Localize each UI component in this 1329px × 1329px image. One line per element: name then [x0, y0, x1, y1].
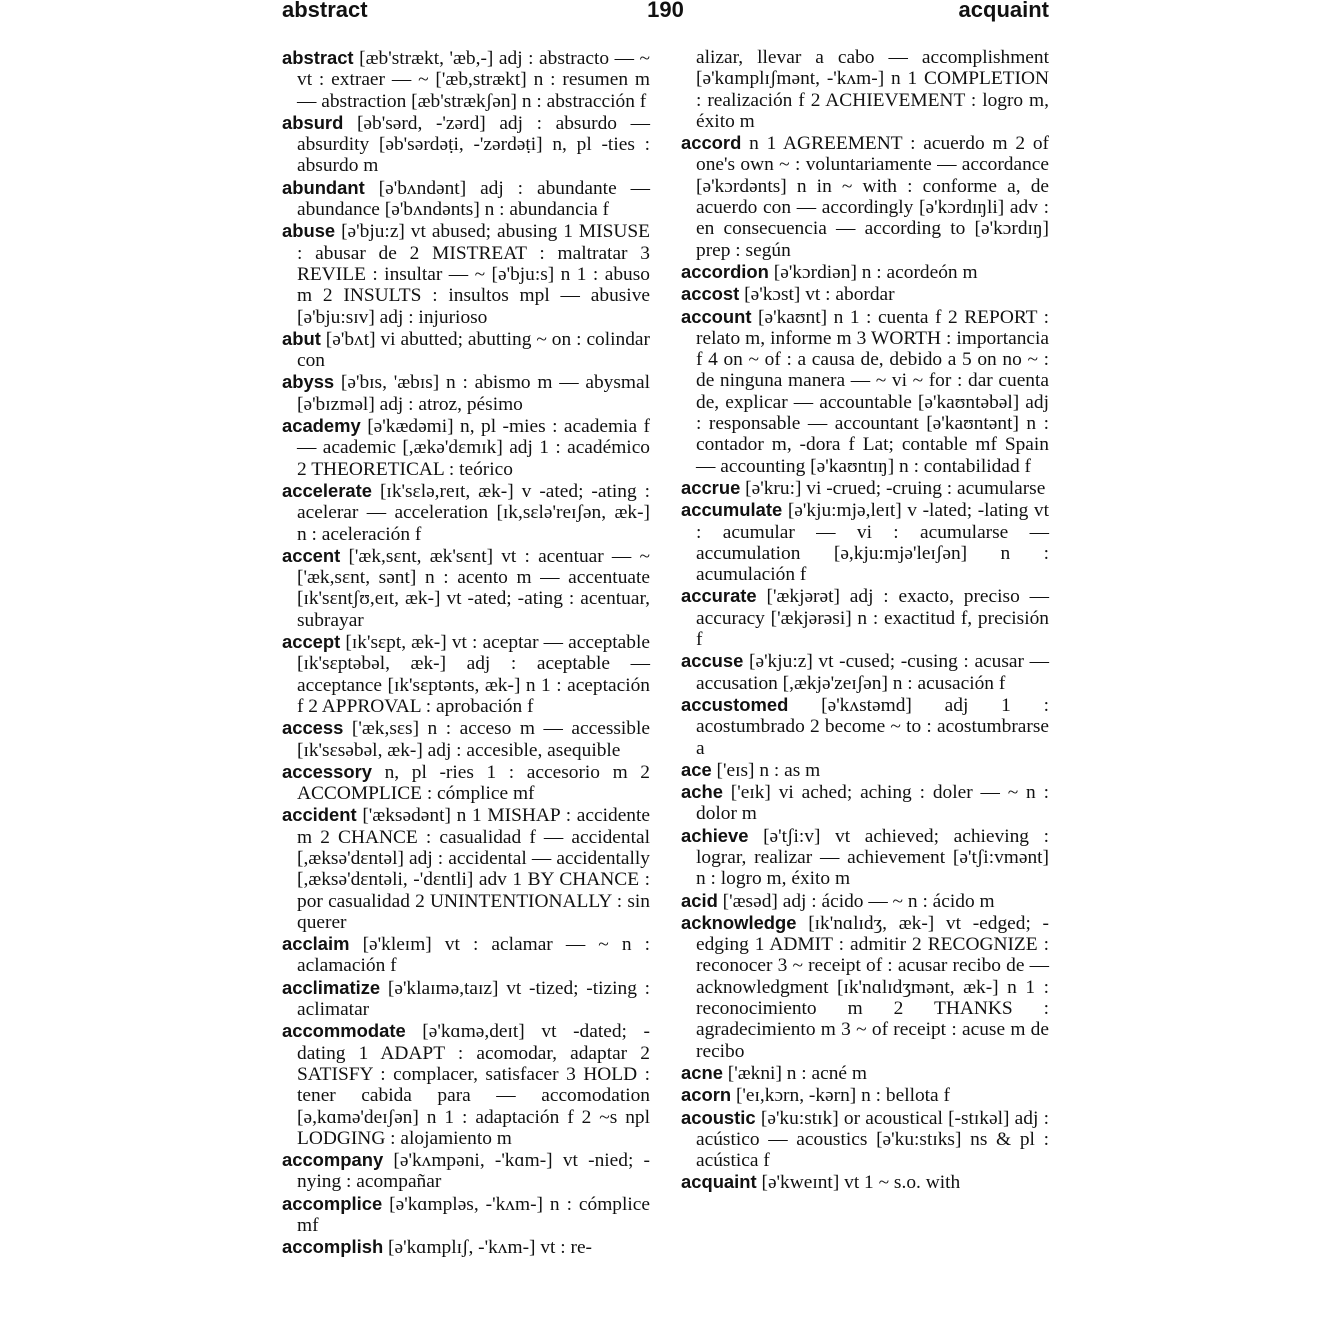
headword: abut [282, 327, 321, 349]
headword: accelerate [282, 479, 372, 501]
definition: [ə'kɔst] vt : abordar [744, 284, 895, 306]
headword: accord [681, 132, 742, 154]
dictionary-entry [681, 890, 1049, 912]
dictionary-entry [681, 912, 1049, 1062]
definition: [ə'kɑmplɪʃ, -'kʌm-] vt : re- [388, 1237, 593, 1259]
headword: acclimatize [282, 976, 381, 998]
dictionary-entry [681, 283, 1049, 305]
definition: [ə'kɑmə,deɪt] vt -dated; -dating 1 ADAPT : acomodar, adaptar 2 SATISFY : complacer, satisfacer 3 HOLD : tener cabida para — accomodation [ə,kɑmə'deɪʃən] n 1 : adaptación f 2 ~s npl LODGING : alojamiento m [297, 1021, 650, 1149]
headword: acne [681, 1061, 723, 1083]
definition: ['eɪ,kɔrn, -kərn] n : bellota f [735, 1085, 950, 1107]
dictionary-entry [681, 1107, 1049, 1172]
definition: [ə'bʌt] vi abutted; abutting ~ on : colindar con [297, 328, 650, 372]
definition: n 1 AGREEMENT : acuerdo m 2 of one's own ~ : voluntariamente — accordance [ə'kɔrdənts] n in ~ with : conforme a, de acuerdo con — accordingly [ə'kɔrdɪŋli] adv : en consecuencia — according to [ə'kɔrdɪŋ] prep : según [696, 133, 1049, 261]
definition: [ə'kru:] vi -crued; -cruing : acumularse [745, 477, 1046, 499]
headword: accessory [282, 760, 372, 782]
dictionary-entry [282, 717, 650, 761]
dictionary-entry [282, 328, 650, 372]
headword: accomplish [282, 1236, 384, 1258]
dictionary-entry [681, 132, 1049, 261]
definition: [ə'kʌmpəni, -'kɑm-] vt -nied; -nying : acompañar [297, 1150, 650, 1193]
headword: acid [681, 889, 718, 911]
definition: n, pl -ries 1 : accesorio m 2 ACCOMPLICE : cómplice mf [297, 761, 650, 805]
dictionary-entry [282, 977, 650, 1021]
left-guide-word: abstract [282, 0, 368, 22]
headword: accordion [681, 260, 769, 282]
headword: accent [282, 544, 341, 566]
definition: ['æsəd] adj : ácido — ~ n : ácido m [722, 890, 995, 912]
dictionary-entry [681, 585, 1049, 650]
definition: [ə'kaʊnt] n 1 : cuenta f 2 REPORT : relato m, informe m 3 WORTH : importancia f 4 on ~ of : a causa de, debido a 5 on no ~ : de ninguna manera — ~ vi ~ for : dar cuenta de, explicar — accountable [ə'kaʊntəbəl] adj : responsable — accountant [ə'kaʊntənt] n : contador m, -dora f Lat; contable mf Spain — accounting [ə'kaʊntɪŋ] n : contabilidad f [696, 306, 1049, 477]
left-column [282, 47, 650, 1259]
dictionary-entry [282, 1149, 650, 1193]
definition: ['ækni] n : acné m [727, 1062, 867, 1084]
dictionary-entry [681, 477, 1049, 499]
dictionary-entry [681, 781, 1049, 825]
dictionary-entry [681, 499, 1049, 585]
dictionary-entry [282, 47, 650, 112]
headword: ache [681, 781, 723, 803]
headword: accurate [681, 585, 757, 607]
headword: access [282, 717, 344, 739]
dictionary-entry [282, 415, 650, 480]
dictionary-entry [282, 933, 650, 977]
dictionary-entry [282, 1236, 650, 1258]
definition: ['æksədənt] n 1 MISHAP : accidente m 2 CHANCE : casualidad f — accidental [,æksə'dɛntəl] adj : accidental — accidentally [,æksə'dɛntəli, -'dɛntli] adv 1 BY CHANCE : por casualidad 2 UNINTENTIONALLY : sin querer [297, 805, 650, 933]
headword: acknowledge [681, 911, 797, 933]
headword: achieve [681, 824, 749, 846]
headword: accost [681, 283, 740, 305]
definition: [ə'kʌstəmd] adj 1 : acostumbrado 2 become ~ to : acostumbrarse a [696, 694, 1049, 759]
definition: ['eɪk] vi ached; aching : doler — ~ n : dolor m [696, 782, 1049, 825]
definition: [ə'ku:stɪk] or acoustical [-stɪkəl] adj : acústico — acoustics [ə'ku:stɪks] ns & pl : acústica f [696, 1107, 1049, 1172]
dictionary-entry [282, 1193, 650, 1237]
dictionary-entry [681, 47, 1049, 132]
dictionary-entry [681, 694, 1049, 759]
headword: account [681, 305, 752, 327]
headword: acquaint [681, 1171, 757, 1193]
dictionary-entry [282, 177, 650, 221]
dictionary-entry [282, 761, 650, 805]
definition: ['eɪs] n : as m [716, 759, 821, 781]
dictionary-entry [681, 1171, 1049, 1193]
page-number: 190 [647, 0, 684, 22]
headword: acorn [681, 1084, 732, 1106]
definition: [ə'kleɪm] vt : aclamar — ~ n : aclamación f [297, 934, 650, 977]
dictionary-entry [282, 371, 650, 415]
definition: [əb'sərd, -'zərd] adj : absurdo — absurdity [əb'sərdəṭi, -'zərdəṭi] n, pl -ties : absurdo m [297, 112, 650, 177]
definition: [ɪk'sɛpt, æk-] vt : aceptar — acceptable [ɪk'sɛptəbəl, æk-] adj : aceptable — acceptance [ɪk'sɛptənts, æk-] n 1 : aceptación f 2 APPROVAL : aprobación f [297, 632, 650, 717]
headword: accomplice [282, 1192, 383, 1214]
dictionary-entry [282, 631, 650, 717]
definition: [ɪk'sɛlə,reɪt, æk-] v -ated; -ating : acelerar — acceleration [ɪk,sɛlə'reɪʃən, æk-] n : aceleración f [297, 480, 650, 545]
definition: [ə'kju:z] vt -cused; -cusing : acusar — accusation [,ækjə'zeɪʃən] n : acusación f [696, 651, 1049, 694]
definition: ['æk,sɛnt, æk'sɛnt] vt : acentuar — ~ ['æk,sɛnt, sənt] n : acento m — accentuate [ɪk'sɛntʃʊ,eɪt, æk-] vt -ated; -ating : acentuar, subrayar [297, 545, 650, 631]
dictionary-entry [282, 545, 650, 631]
headword: abstract [282, 47, 354, 68]
dictionary-entry [282, 1020, 650, 1149]
headword: academy [282, 415, 361, 437]
definition: [ə'bʌndənt] adj : abundante — abundance [ə'bʌndənts] n : abundancia f [297, 177, 650, 221]
dictionary-entry [681, 1062, 1049, 1084]
headword: accuse [681, 650, 744, 672]
definition: ['æk,sɛs] n : acceso m — accessible [ɪk'sɛsəbəl, æk-] adj : accesible, asequible [297, 718, 650, 761]
definition: [ə'bɪs, 'æbɪs] n : abismo m — abysmal [ə'bɪzməl] adj : atroz, pésimo [297, 372, 650, 415]
headword: accommodate [282, 1020, 406, 1042]
dictionary-entry [282, 804, 650, 933]
definition: [ə'kædəmi] n, pl -mies : academia f — academic [,ækə'dɛmɪk] adj 1 : académico 2 THEORETICAL : teórico [297, 416, 650, 480]
definition: alizar, llevar a cabo — accomplishment [ə'kɑmplɪʃmənt, -'kʌm-] n 1 COMPLETION : realización f 2 ACHIEVEMENT : logro m, éxito m [696, 47, 1049, 132]
headword: abuse [282, 220, 336, 242]
definition: [ə'bju:z] vt abused; abusing 1 MISUSE : abusar de 2 MISTREAT : maltratar 3 REVILE : insultar — ~ [ə'bju:s] n 1 : abuso m 2 INSULTS : insultos mpl — abusive [ə'bju:sɪv] adj : injurioso [297, 221, 650, 328]
right-column [681, 47, 1049, 1194]
definition: [ə'kju:mjə,leɪt] v -lated; -lating vt : acumular — vi : acumularse — accumulation [ə,kju:mjə'leɪʃən] n : acumulación f [696, 500, 1049, 586]
definition: [ə'klaɪmə,taɪz] vt -tized; -tizing : aclimatar [297, 977, 650, 1021]
headword: acoustic [681, 1106, 756, 1128]
headword: absurd [282, 111, 344, 133]
definition: [ə'kɔrdiən] n : acordeón m [773, 261, 978, 283]
definition: [ə'kweɪnt] vt 1 ~ s.o. with [761, 1172, 961, 1194]
headword: accrue [681, 476, 741, 498]
headword: accumulate [681, 499, 783, 521]
dictionary-entry [681, 650, 1049, 694]
headword: abyss [282, 371, 335, 393]
headword: accident [282, 804, 357, 826]
dictionary-entry [681, 759, 1049, 781]
dictionary-entry [282, 220, 650, 327]
dictionary-entry [681, 1084, 1049, 1106]
dictionary-entry [681, 261, 1049, 283]
dictionary-entry [282, 480, 650, 545]
headword: accept [282, 631, 341, 653]
headword: ace [681, 758, 712, 780]
definition: [ə'tʃi:v] vt achieved; achieving : lograr, realizar — achievement [ə'tʃi:vmənt] n : logro m, éxito m [696, 825, 1049, 890]
dictionary-entry [681, 825, 1049, 890]
dictionary-entry [282, 112, 650, 177]
headword: accompany [282, 1149, 384, 1171]
headword: accustomed [681, 693, 789, 715]
definition: [ə'kɑmpləs, -'kʌm-] n : cómplice mf [297, 1193, 650, 1237]
headword: abundant [282, 176, 365, 198]
running-header [282, 0, 1049, 26]
dictionary-entry [681, 306, 1049, 477]
right-guide-word: acquaint [958, 0, 1049, 22]
definition: [ɪk'nɑlɪdʒ, æk-] vt -edged; -edging 1 ADMIT : admitir 2 RECOGNIZE : reconocer 3 ~ receipt of : acusar recibo de — acknowledgment [ɪk'nɑlɪdʒmənt, æk-] n 1 : reconocimiento m 2 THANKS : agradecimiento m 3 ~ of receipt : acuse m de recibo [696, 912, 1049, 1062]
definition: ['ækjərət] adj : exacto, preciso — accuracy ['ækjərəsi] n : exactitud f, precisión f [696, 586, 1049, 651]
definition: [æb'strækt, 'æb,-] adj : abstracto — ~ vt : extraer — ~ ['æb,strækt] n : resumen m — abstraction [æb'strækʃən] n : abstracción f [297, 48, 650, 112]
headword: acclaim [282, 933, 350, 955]
